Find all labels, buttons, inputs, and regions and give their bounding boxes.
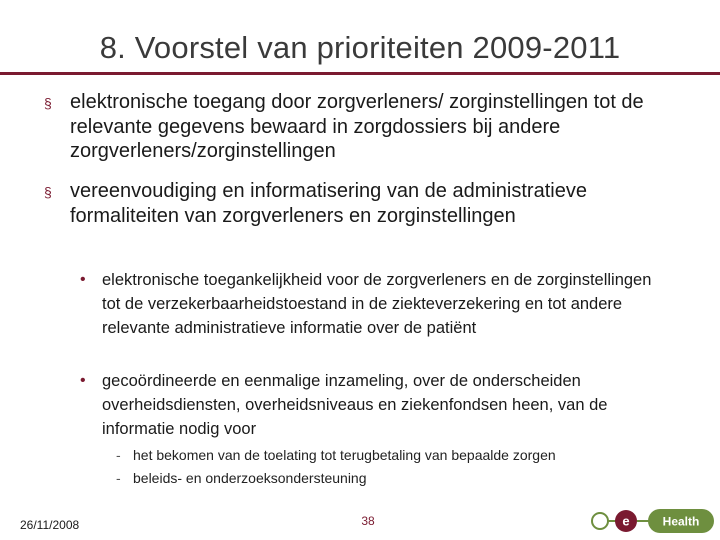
- bullet-l3-2: [116, 467, 676, 489]
- slide-title: 8. Voorstel van prioriteiten 2009-2011: [99, 30, 621, 65]
- dot-bullet-icon: •: [80, 372, 86, 389]
- dot-bullet-icon: •: [80, 271, 86, 288]
- dash-bullet-icon: -: [116, 447, 121, 463]
- bullet-text: vereenvoudiging en informatisering van de administratieve formaliteiten van zorgverleners en zorginstellingen: [70, 180, 587, 227]
- bullet-text: elektronische toegankelijkheid voor de zorgverleners en de zorginstellingen tot de verzekerbaarheidstoestand in de ziekteverzekering en tot andere relevante administratieve informatie over de patiënt: [102, 271, 652, 337]
- bullet-l1-2: [44, 179, 664, 228]
- logo-word: Health: [662, 514, 700, 529]
- logo-letter: e: [622, 513, 630, 529]
- bullet-text: gecoördineerde en eenmalige inzameling, over de onderscheiden overheidsdiensten, overheidsniveaus en ziekenfondsen heen, van de informatie nodig voor: [102, 372, 608, 438]
- bullet-text: het bekomen van de toelating tot terugbetaling van bepaalde zorgen: [133, 447, 556, 463]
- page-number: 38: [361, 514, 375, 528]
- footer-date: 26/11/2008: [20, 518, 80, 532]
- bullet-l1-1: [44, 90, 664, 164]
- title-divider: [0, 72, 720, 75]
- ehealth-logo: [588, 506, 716, 536]
- bullet-l3-1: [116, 444, 676, 466]
- bullet-l2-1: [80, 268, 670, 340]
- section-bullet-icon: §: [44, 95, 52, 111]
- bullet-text: elektronische toegang door zorgverleners/ zorginstellingen tot de relevante gegevens bewaard in zorgdossiers bij andere zorgverleners/zorginstellingen: [70, 91, 644, 162]
- bullet-l2-2: [80, 369, 670, 441]
- dash-bullet-icon: -: [116, 470, 121, 486]
- section-bullet-icon: §: [44, 184, 52, 200]
- bullet-text: beleids- en onderzoeksondersteuning: [133, 470, 367, 486]
